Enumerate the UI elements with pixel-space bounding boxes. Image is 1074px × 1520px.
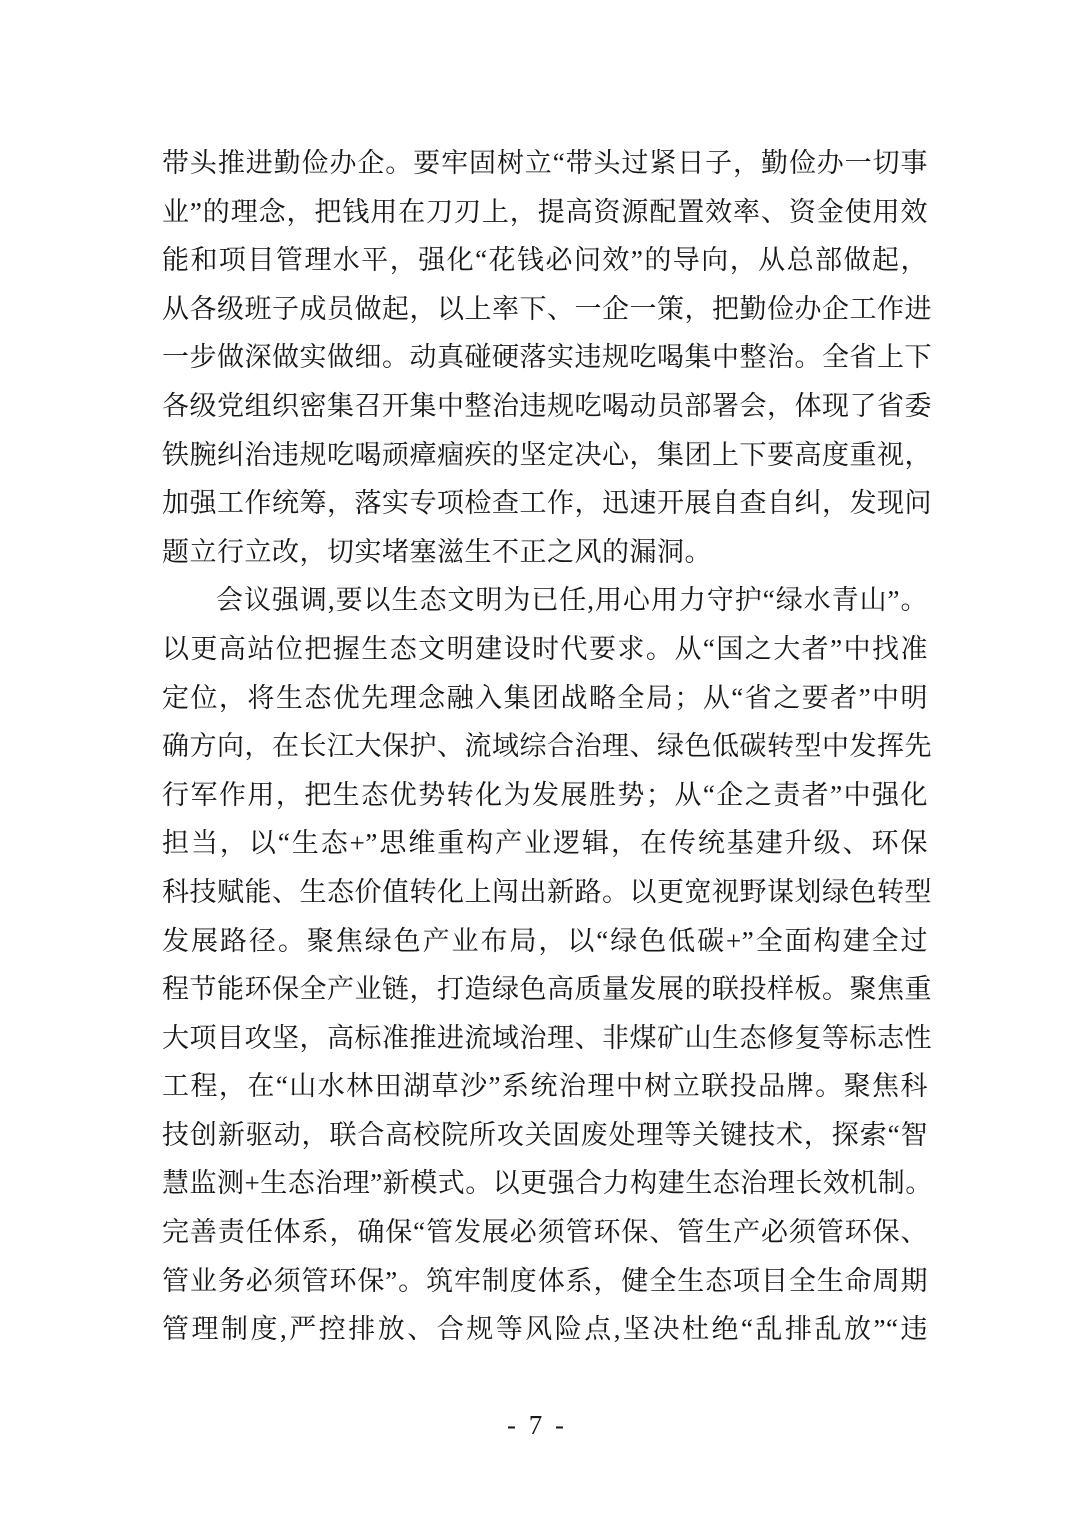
text-line: 技创新驱动，联合高校院所攻关固废处理等关键技术，探索“智 xyxy=(162,1119,928,1150)
text-line: 加强工作统筹，落实专项检查工作，迅速开展自查自纠，发现问 xyxy=(162,488,932,519)
text-line: 能和项目管理水平，强化“花钱必问效”的导向，从总部做起， xyxy=(162,245,928,276)
text-line: 程节能环保全产业链，打造绿色高质量发展的联投样板。聚焦重 xyxy=(162,974,932,1005)
text-line: 铁腕纠治违规吃喝顽瘴痼疾的坚定决心，集团上下要高度重视， xyxy=(162,439,932,470)
text-line: 带头推进勤俭办企。要牢固树立“带头过紧日子，勤俭办一切事 xyxy=(162,148,928,178)
text-line: 大项目攻坚，高标准推进流域治理、非煤矿山生态修复等标志性 xyxy=(162,1022,932,1053)
text-line: 发展路径。聚焦绿色产业布局，以“绿色低碳+”全面构建全过 xyxy=(162,925,928,956)
text-line: 题立行立改，切实堵塞滋生不正之风的漏洞。 xyxy=(162,536,712,567)
text-line: 一步做深做实做细。动真碰硬落实违规吃喝集中整治。全省上下 xyxy=(162,342,932,373)
page-number: - 7 - xyxy=(507,1410,567,1440)
text-line: 确方向，在长江大保护、流域综合治理、绿色低碳转型中发挥先 xyxy=(162,731,932,762)
document-body xyxy=(162,139,933,1354)
text-line: 管业务必须管环保”。筑牢制度体系，健全生态项目全生命周期 xyxy=(162,1265,928,1296)
text-line: 担当，以“生态+”思维重构产业逻辑，在传统基建升级、环保 xyxy=(162,828,928,859)
text-line: 各级党组织密集召开集中整治违规吃喝动员部署会，体现了省委 xyxy=(162,390,932,421)
text-line: 慧监测+生态治理”新模式。以更强合力构建生态治理长效机制。 xyxy=(162,1168,933,1199)
text-line: 会议强调,要以生态文明为已任,用心用力守护“绿水青山”。 xyxy=(216,585,928,616)
text-line: 定位，将生态优先理念融入集团战略全局；从“省之要者”中明 xyxy=(162,682,928,713)
text-line: 工程，在“山水林田湖草沙”系统治理中树立联投品牌。聚焦科 xyxy=(162,1071,928,1102)
text-line: 管理制度,严控排放、合规等风险点,坚决杜绝“乱排乱放”“违 xyxy=(162,1314,928,1345)
text-line: 从各级班子成员做起，以上率下、一企一策，把勤俭办企工作进 xyxy=(162,293,932,324)
text-line: 行军作用，把生态优势转化为发展胜势；从“企之责者”中强化 xyxy=(162,779,928,810)
text-line: 以更高站位把握生态文明建设时代要求。从“国之大者”中找准 xyxy=(162,633,928,664)
text-line: 科技赋能、生态价值转化上闯出新路。以更宽视野谋划绿色转型 xyxy=(162,876,932,907)
text-line: 业”的理念，把钱用在刀刃上，提高资源配置效率、资金使用效 xyxy=(162,196,928,227)
text-line: 完善责任体系，确保“管发展必须管环保、管生产必须管环保、 xyxy=(162,1217,928,1248)
